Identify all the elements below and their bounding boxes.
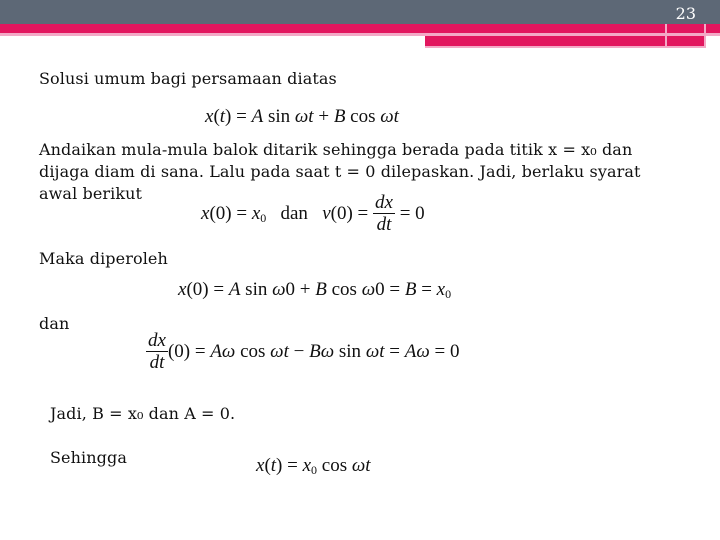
page-number: 23 — [675, 4, 696, 23]
header-divider — [704, 24, 706, 48]
header-accent-block — [425, 36, 705, 46]
equation-general-solution: x(t) = A sin ωt + B cos ωt — [205, 106, 399, 127]
equation-x0-result: x(0) = A sin ω0 + B $\cos \omega 0 = B = x_0$ — [178, 279, 452, 301]
header-accent-stripe — [0, 24, 720, 33]
paragraph-line: dijaga diam di sana. Lalu pada saat t = 0 dilepaskan. Jadi, berlaku syarat — [39, 162, 641, 181]
paragraph-line: Andaikan mula-mula balok ditarik sehingga berada pada titik x = x₀ dan — [39, 140, 633, 159]
equation-initial-conditions: $x(0) = x_0$ dan v(0) = $\frac{dx}{dt}$ = 0 — [201, 192, 425, 235]
intro-text: Solusi umum bagi persamaan diatas — [39, 69, 337, 88]
paragraph-line: awal berikut — [39, 184, 143, 203]
maka-text: Maka diperoleh — [39, 249, 168, 268]
dan-text: dan — [39, 314, 70, 333]
header-divider — [665, 24, 667, 48]
sehingga-text: Sehingga — [50, 448, 127, 467]
equation-v0-result: $\frac{dx}{dt}$ (0) = Aω cos ωt − Bω sin ωt = Aω = 0 — [148, 330, 460, 373]
equation-final-solution: $x(t) = x_0$ cos ωt — [256, 455, 371, 477]
jadi-text: Jadi, B = x₀ dan A = 0. — [50, 404, 236, 423]
header-band — [0, 0, 720, 24]
header-accent-block-line — [425, 46, 705, 48]
